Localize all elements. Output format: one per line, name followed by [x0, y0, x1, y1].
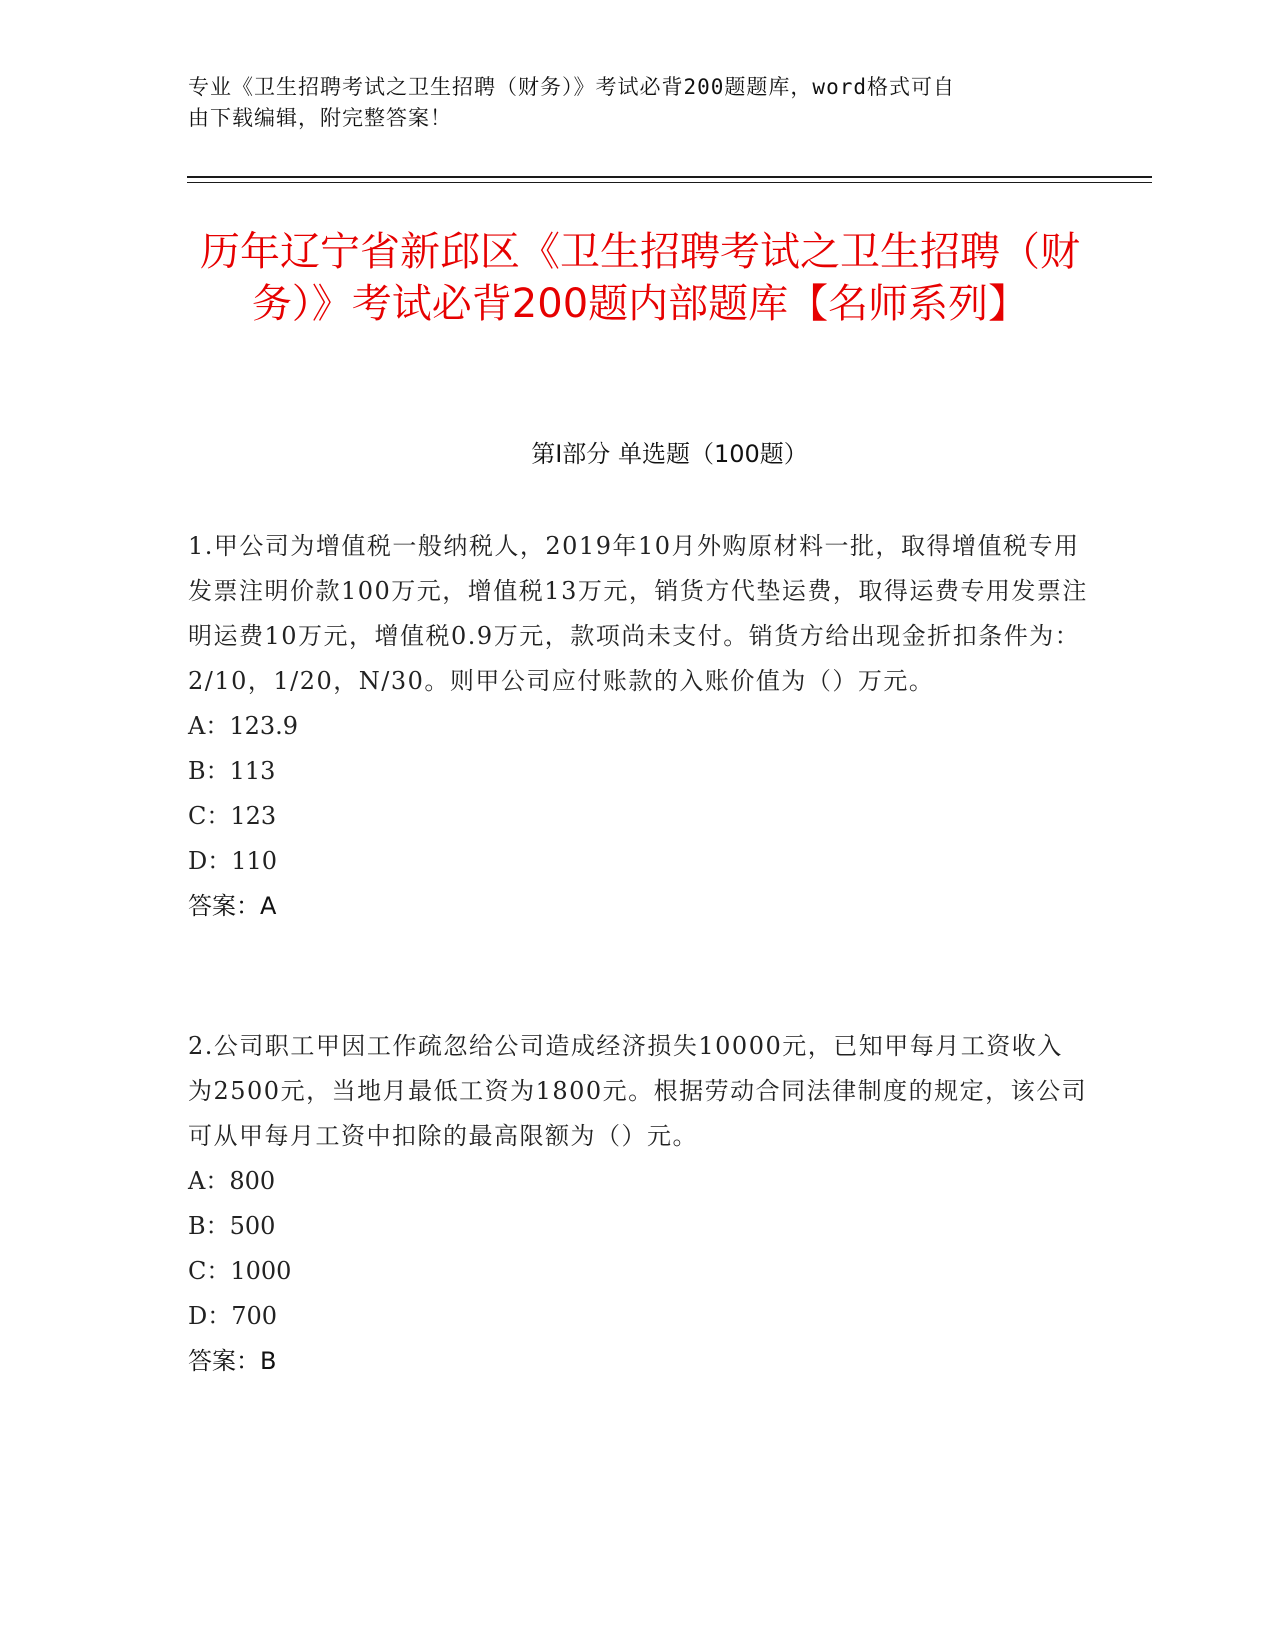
- answer-line: 答案：B: [188, 1347, 277, 1375]
- option-b: B：113: [188, 757, 276, 785]
- question-stem: 2.公司职工甲因工作疏忽给公司造成经济损失10000元，已知甲每月工资收入为2500元，当地月最低工资为1800元。根据劳动合同法律制度的规定，该公司可从甲每月工资中扣除的最高限额为（）元。: [188, 1032, 1088, 1150]
- question-stem: 1.甲公司为增值税一般纳税人，2019年10月外购原材料一批，取得增值税专用发票注明价款100万元，增值税13万元，销货方代垫运费，取得运费专用发票注明运费10万元，增值税0.9万元，款项尚未支付。销货方给出现金折扣条件为：2/10，1/20，N/30。则甲公司应付账款的入账价值为（）万元。: [188, 532, 1088, 695]
- option-d: D：700: [188, 1302, 278, 1330]
- document-header: [188, 72, 1068, 134]
- question-block: [188, 1024, 1088, 1384]
- header-divider-thin: [187, 182, 1152, 183]
- header-line-2: 由下载编辑，附完整答案！: [188, 106, 452, 130]
- answer-line: 答案：A: [188, 892, 277, 920]
- document-title: 历年辽宁省新邱区《卫生招聘考试之卫生招聘（财务）》考试必背200题内部题库【名师系列】: [200, 229, 1080, 327]
- header-line-1: 专业《卫生招聘考试之卫生招聘（财务）》考试必背200题题库，word格式可自: [188, 75, 955, 99]
- option-c: C：1000: [188, 1257, 292, 1285]
- option-d: D：110: [188, 847, 278, 875]
- option-a: A：800: [188, 1167, 276, 1195]
- section-heading: 第Ⅰ部分 单选题（100题）: [531, 440, 808, 468]
- option-c: C：123: [188, 802, 277, 830]
- header-divider-thick: [187, 176, 1152, 178]
- option-a: A：123.9: [188, 712, 299, 740]
- option-b: B：500: [188, 1212, 276, 1240]
- question-block: [188, 524, 1088, 929]
